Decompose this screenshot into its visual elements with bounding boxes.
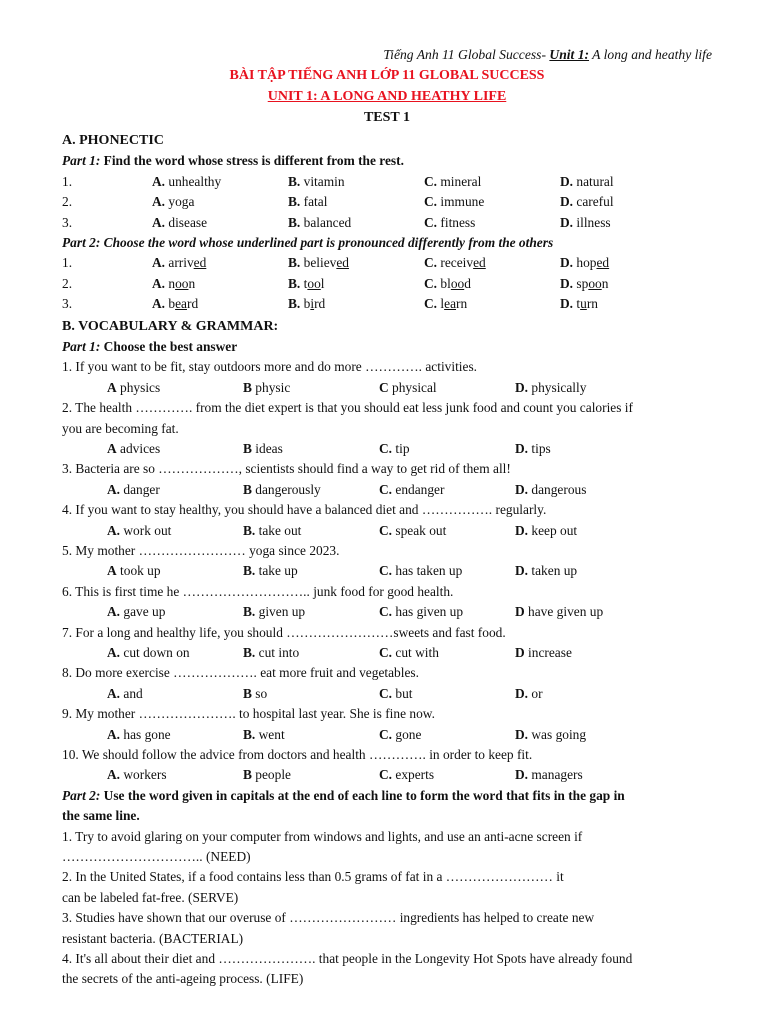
mc-question <box>62 704 712 745</box>
answer-option: A. workers <box>107 767 167 783</box>
question-text: 3. Bacteria are so ………………, scientists should find a way to get rid of them all! <box>62 461 511 477</box>
word-form-item: 3. Studies have shown that our overuse of …………………… ingredients has helped to create new resistant bacteria. (BACTERIAL) <box>62 910 595 946</box>
answer-option: D. tips <box>515 440 551 456</box>
mc-question <box>62 459 712 500</box>
answer-option: A took up <box>107 563 161 579</box>
question-text: 8. Do more exercise ………………. eat more fruit and vegetables. <box>62 665 419 681</box>
worksheet-title: BÀI TẬP TIẾNG ANH LỚP 11 GLOBAL SUCCESS <box>229 68 545 83</box>
answer-option: B dangerously <box>243 481 321 497</box>
answer-option: B so <box>243 685 268 701</box>
multiple-choice-questions <box>62 357 712 785</box>
answer-option: C. speak out <box>379 522 447 538</box>
question-text: 9. My mother …………………. to hospital last year. She is fine now. <box>62 706 435 722</box>
answer-options <box>62 765 712 785</box>
question-text: 4. If you want to stay healthy, you should have a balanced diet and ……………. regularly. <box>62 502 547 518</box>
answer-option: C. cut with <box>379 644 439 660</box>
answer-option: D have given up <box>515 604 604 620</box>
answer-option: C. gone <box>379 726 422 742</box>
answer-option: A advices <box>107 440 161 456</box>
question-text: 5. My mother …………………… yoga since 2023. <box>62 542 340 558</box>
question-text: you are becoming fat. <box>62 420 179 436</box>
question-text: 6. This is first time he ……………………….. junk food for good health. <box>62 583 454 599</box>
answer-options <box>62 378 712 398</box>
answer-option: C. has given up <box>379 604 464 620</box>
mc-question <box>62 500 712 541</box>
question-text: 7. For a long and healthy life, you should ……………………sweets and fast food. <box>62 624 506 640</box>
answer-option: C. has taken up <box>379 563 463 579</box>
pron-row: 3. A. beard B. bird C. learn D. turn <box>62 296 598 312</box>
question-text: 1. If you want to be fit, stay outdoors more and do more …………. activities. <box>62 359 478 375</box>
running-header: Tiếng Anh 11 Global Success- Unit 1: A long and heathy life <box>383 47 712 62</box>
answer-options <box>62 561 712 581</box>
answer-option: A. cut down on <box>107 644 190 660</box>
word-form-item: 1. Try to avoid glaring on your computer from windows and lights, and use an anti-acne screen if ………………………….. (NEED) <box>62 828 583 864</box>
answer-option: B. given up <box>243 604 306 620</box>
answer-option: C. experts <box>379 767 435 783</box>
mc-question <box>62 663 712 704</box>
answer-option: B physic <box>243 379 291 395</box>
unit-title: UNIT 1: A LONG AND HEATHY LIFE <box>267 88 507 104</box>
section-a-heading: A. PHONECTIC <box>62 133 164 148</box>
answer-options <box>62 684 712 704</box>
mc-question <box>62 623 712 664</box>
question-text: 2. The health …………. from the diet expert is that you should eat less junk food and count you calories if <box>62 400 633 416</box>
answer-option: D. was going <box>515 726 587 742</box>
answer-option: B ideas <box>243 440 283 456</box>
answer-options <box>62 521 712 541</box>
answer-options <box>62 725 712 745</box>
mc-question <box>62 745 712 786</box>
part-b2-instruction: Part 2: Use the word given in capitals at the end of each line to form the word that fits in the gap in the same line. <box>62 787 625 824</box>
pron-row: 2. A. noon B. tool C. blood D. spoon <box>62 275 609 291</box>
stress-row: 1. A. unhealthy B. vitamin C. mineral D. natural <box>62 173 614 189</box>
answer-option: D increase <box>515 644 572 660</box>
answer-option: B. take up <box>243 563 298 579</box>
mc-question <box>62 398 712 459</box>
answer-option: B. take out <box>243 522 302 538</box>
pron-row: 1. A. arrived B. believed C. received D. hoped <box>62 255 610 271</box>
answer-option: D. dangerous <box>515 481 587 497</box>
answer-option: D. taken up <box>515 563 578 579</box>
answer-options <box>62 602 712 622</box>
answer-option: D. keep out <box>515 522 578 538</box>
part-a1-instruction: Part 1: Find the word whose stress is different from the rest. <box>62 153 404 169</box>
mc-question <box>62 541 712 582</box>
answer-options <box>62 643 712 663</box>
mc-question <box>62 582 712 623</box>
pronunciation-questions <box>62 253 712 314</box>
answer-option: D. or <box>515 685 543 701</box>
word-form-item: 2. In the United States, if a food contains less than 0.5 grams of fat in a …………………… it can be labeled fat-free. (SERVE) <box>62 869 564 905</box>
test-heading: TEST 1 <box>363 110 411 125</box>
answer-option: D. managers <box>515 767 583 783</box>
word-form-questions <box>62 827 712 990</box>
word-form-item: 4. It's all about their diet and …………………. that people in the Longevity Hot Spots have already found the secrets of the anti-ageing process. (LIFE) <box>62 951 633 987</box>
answer-option: A physics <box>107 379 161 395</box>
answer-option: A. work out <box>107 522 172 538</box>
answer-option: C physical <box>379 379 437 395</box>
stress-questions <box>62 172 712 233</box>
answer-option: A. and <box>107 685 143 701</box>
answer-option: C. tip <box>379 440 410 456</box>
part-a2-instruction: Part 2: Choose the word whose underlined part is pronounced differently from the others <box>62 234 554 250</box>
answer-options <box>62 439 712 459</box>
answer-options <box>62 480 712 500</box>
mc-question <box>62 357 712 398</box>
answer-option: A. has gone <box>107 726 171 742</box>
answer-option: B. cut into <box>243 644 300 660</box>
answer-option: D. physically <box>515 379 587 395</box>
answer-option: C. but <box>379 685 413 701</box>
question-text: 10. We should follow the advice from doctors and health …………. in order to keep fit. <box>62 746 533 762</box>
section-b-heading: B. VOCABULARY & GRAMMAR: <box>62 318 279 334</box>
stress-row: 2. A. yoga B. fatal C. immune D. careful <box>62 194 614 210</box>
part-b1-instruction: Part 1: Choose the best answer <box>62 338 238 354</box>
answer-option: B. went <box>243 726 285 742</box>
answer-option: A. gave up <box>107 604 166 620</box>
document-page <box>62 44 712 990</box>
answer-option: C. endanger <box>379 481 445 497</box>
stress-row: 3. A. disease B. balanced C. fitness D. illness <box>62 214 611 230</box>
answer-option: B people <box>243 767 291 783</box>
answer-option: A. danger <box>107 481 160 497</box>
